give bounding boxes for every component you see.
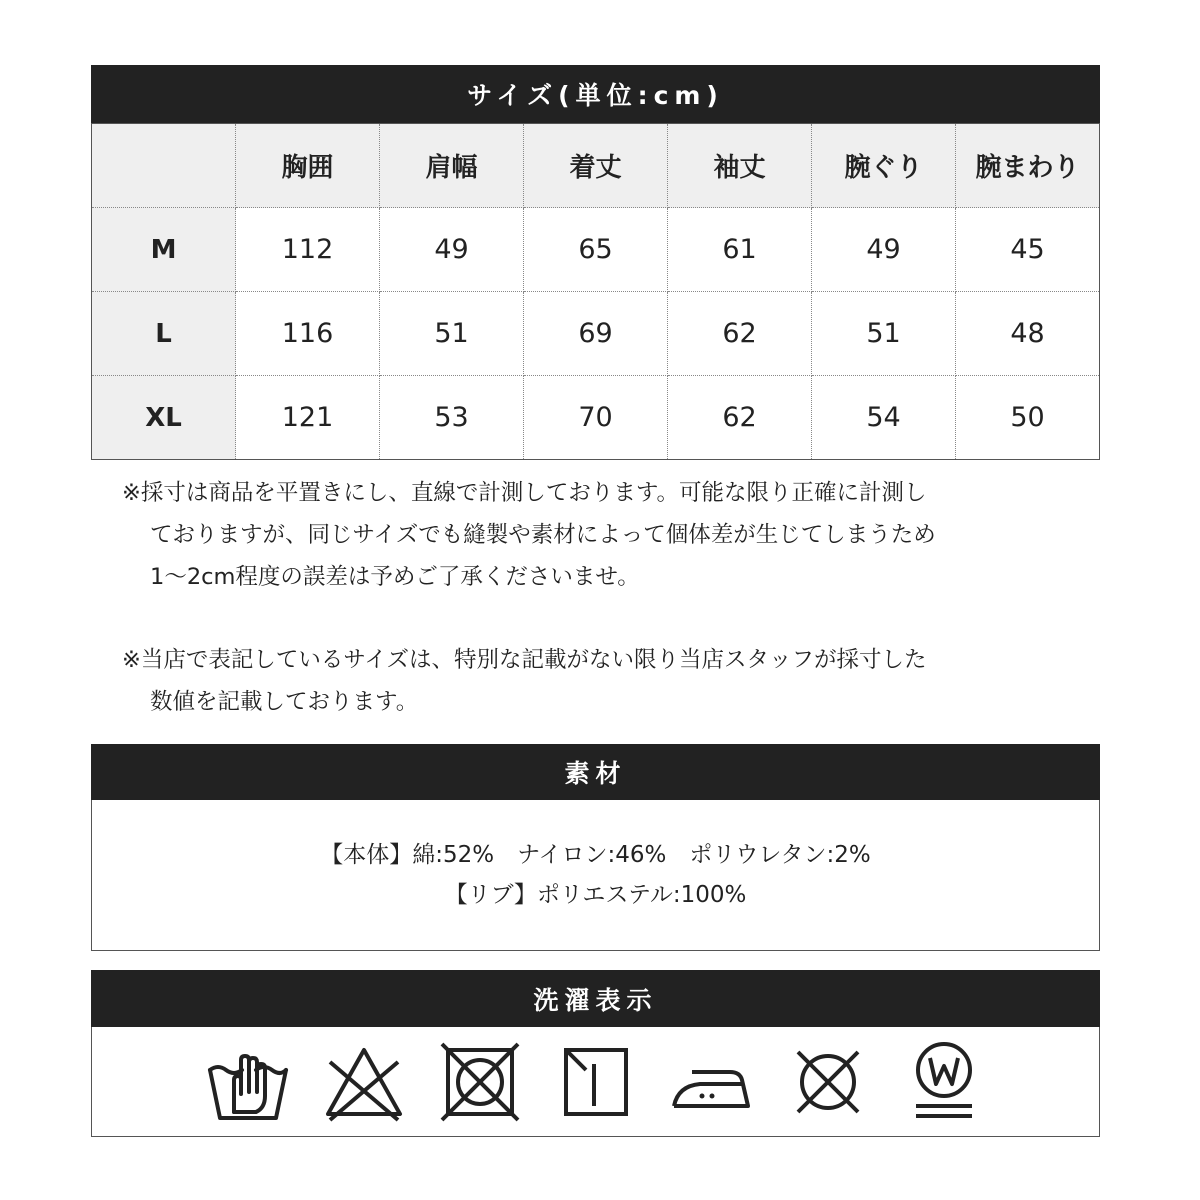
row-header: XL: [92, 376, 236, 460]
table-row: [92, 208, 1100, 292]
column-header: 腕ぐり: [812, 124, 956, 208]
table-cell: 50: [956, 376, 1100, 460]
size-table: [91, 123, 1100, 460]
table-cell: 45: [956, 208, 1100, 292]
table-cell: 54: [812, 376, 956, 460]
column-header: 袖丈: [668, 124, 812, 208]
column-header: 着丈: [524, 124, 668, 208]
size-source-note: [122, 639, 1082, 723]
size-table-header-row: [92, 124, 1100, 208]
table-cell: 49: [380, 208, 524, 292]
measurement-note: [122, 472, 1082, 598]
table-row: [92, 292, 1100, 376]
size-section: [91, 65, 1100, 460]
size-table-corner: [92, 124, 236, 208]
care-icons: [91, 1027, 1100, 1137]
table-cell: 65: [524, 208, 668, 292]
material-rib-line: 【リブ】ポリエステル:100%: [444, 882, 747, 908]
no-tumble-dry-icon: [438, 1040, 522, 1124]
size-table-title: サイズ(単位:cm): [91, 65, 1100, 123]
table-cell: 48: [956, 292, 1100, 376]
table-cell: 116: [236, 292, 380, 376]
hand-wash-icon: [206, 1040, 290, 1124]
table-cell: 62: [668, 292, 812, 376]
row-header: M: [92, 208, 236, 292]
table-cell: 69: [524, 292, 668, 376]
care-title: 洗濯表示: [91, 970, 1100, 1027]
no-bleach-icon: [322, 1040, 406, 1124]
care-section: [91, 970, 1100, 1137]
note-line: 数値を記載しております。: [150, 689, 419, 715]
table-cell: 62: [668, 376, 812, 460]
table-cell: 61: [668, 208, 812, 292]
material-box: [91, 800, 1100, 951]
material-body-line: 【本体】綿:52% ナイロン:46% ポリウレタン:2%: [320, 842, 871, 868]
table-cell: 112: [236, 208, 380, 292]
note-line: ておりますが、同じサイズでも縫製や素材によって個体差が生じてしまうため: [150, 522, 936, 548]
table-cell: 70: [524, 376, 668, 460]
table-cell: 53: [380, 376, 524, 460]
table-cell: 51: [380, 292, 524, 376]
column-header: 肩幅: [380, 124, 524, 208]
note-line: ※採寸は商品を平置きにし、直線で計測しております。可能な限り正確に計測し: [122, 480, 927, 506]
column-header: 胸囲: [236, 124, 380, 208]
line-dry-shade-icon: [554, 1040, 638, 1124]
table-cell: 49: [812, 208, 956, 292]
table-row: [92, 376, 1100, 460]
no-dry-clean-icon: [786, 1040, 870, 1124]
table-cell: 121: [236, 376, 380, 460]
column-header: 腕まわり: [956, 124, 1100, 208]
note-line: 1〜2cm程度の誤差は予めご了承くださいませ。: [150, 564, 640, 590]
table-cell: 51: [812, 292, 956, 376]
iron-low-icon: [670, 1040, 754, 1124]
material-title: 素材: [91, 744, 1100, 800]
material-section: [91, 744, 1100, 951]
wet-clean-gentle-icon: [902, 1040, 986, 1124]
row-header: L: [92, 292, 236, 376]
note-line: ※当店で表記しているサイズは、特別な記載がない限り当店スタッフが採寸した: [122, 647, 927, 673]
